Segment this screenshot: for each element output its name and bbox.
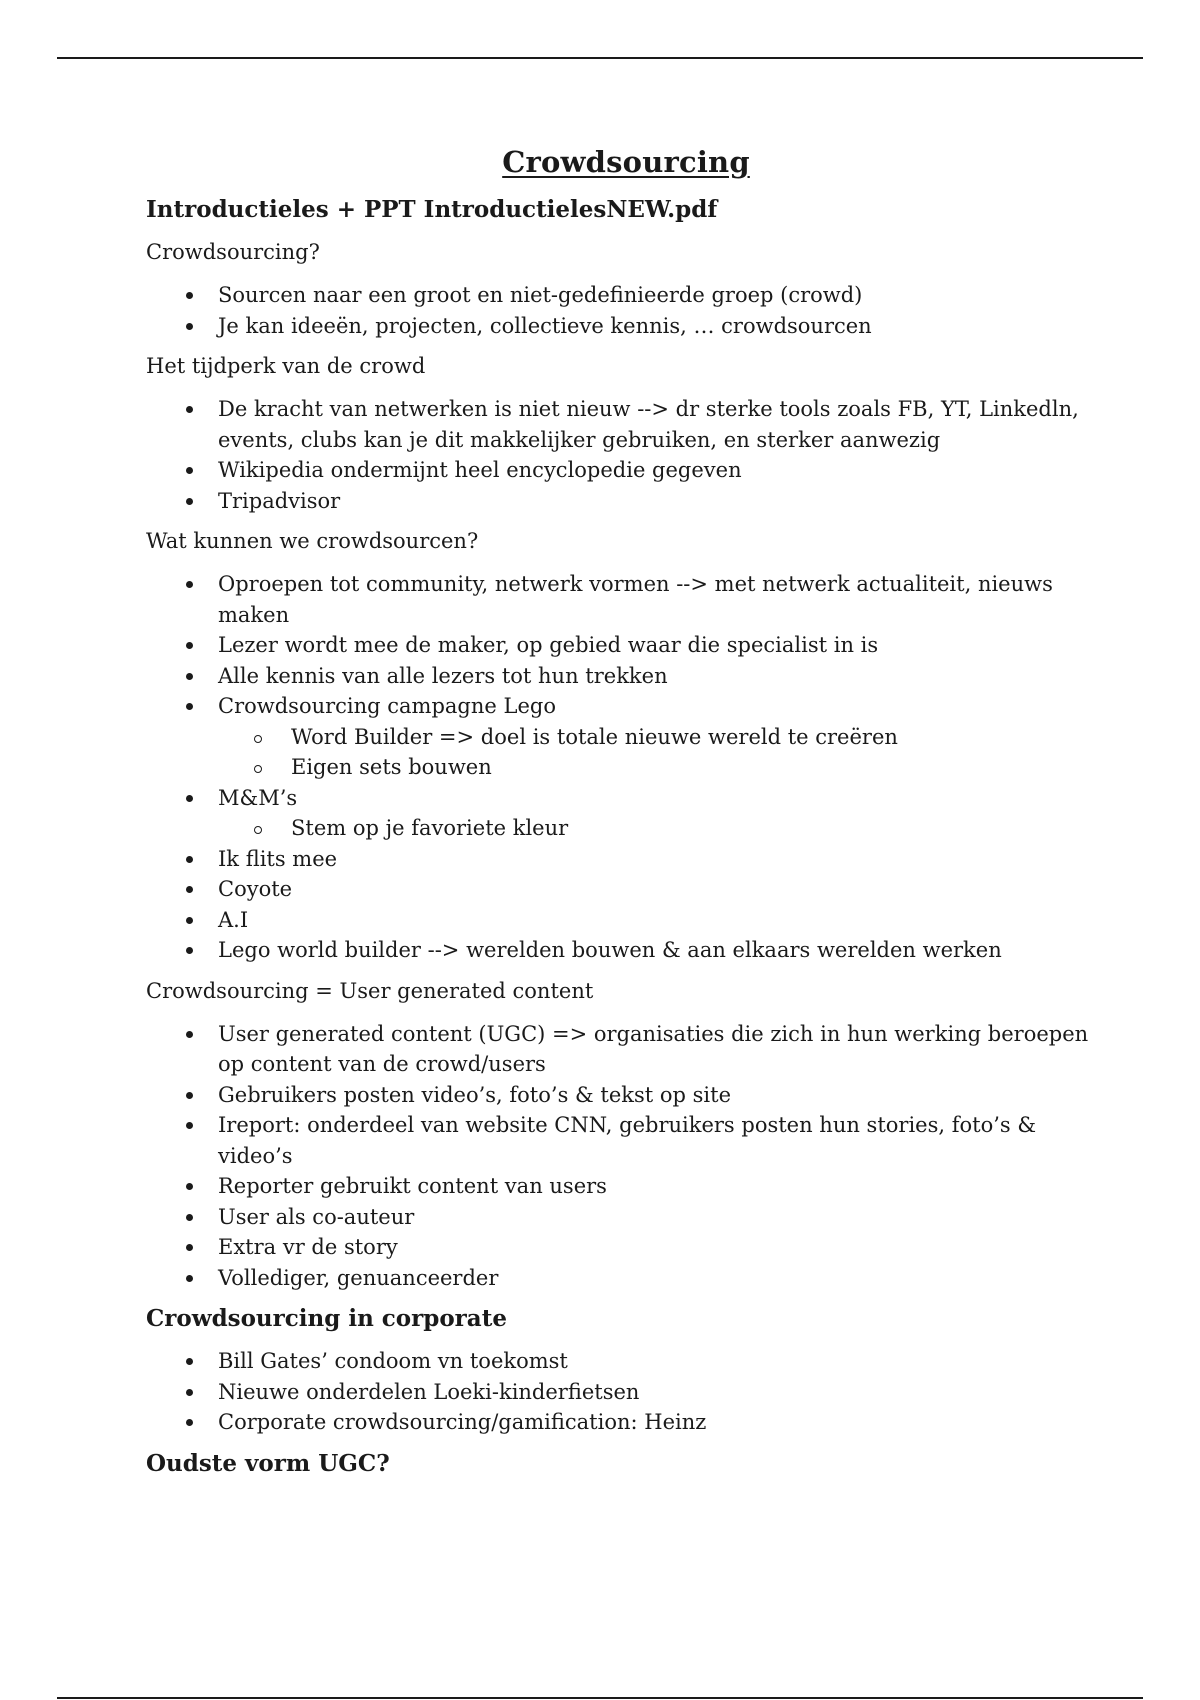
section-heading: Introductieles + PPT IntroductielesNEW.pdf (146, 196, 718, 223)
bullet-text: Tripadvisor (218, 488, 341, 513)
bullet-text: Je kan ideeën, projecten, collectieve kennis, … crowdsourcen (218, 313, 872, 338)
bullet-text: Gebruikers posten video’s, foto’s & tekst op site (218, 1082, 731, 1107)
sub-bullet-item: Eigen sets bouwen (218, 752, 1106, 783)
bullet-list (146, 394, 1106, 516)
bullet-item (146, 661, 1106, 692)
group-label: Crowdsourcing = User generated content (146, 978, 594, 1003)
bullet-list (146, 1019, 1106, 1294)
bullet-item (146, 455, 1106, 486)
sub-bullet-list (218, 813, 1106, 844)
bullet-item (146, 905, 1106, 936)
bullet-text: A.I (218, 907, 249, 932)
bullet-item (146, 935, 1106, 966)
bullet-list (146, 1346, 1106, 1438)
bullet-text: Sourcen naar een groot en niet-gedefinieerde groep (crowd) (218, 283, 863, 307)
bullet-text: Nieuwe onderdelen Loeki-kinderfietsen (218, 1379, 640, 1404)
bullet-text: Wikipedia ondermijnt heel encyclopedie gegeven (218, 458, 742, 482)
bullet-item (146, 630, 1106, 661)
bullet-text: Oproepen tot community, netwerk vormen --> met netwerk actualiteit, nieuws maken (218, 572, 1053, 627)
group-label: Wat kunnen we crowdsourcen? (146, 529, 479, 553)
bullet-item (146, 569, 1106, 630)
bullet-item (146, 844, 1106, 875)
bullet-text: User generated content (UGC) => organisaties die zich in hun werking beroepen op content van de crowd/users (218, 1021, 1089, 1076)
section-heading: Crowdsourcing in corporate (146, 1305, 507, 1332)
sub-bullet-list (218, 722, 1106, 783)
document-title: Crowdsourcing (502, 145, 750, 179)
section-heading: Oudste vorm UGC? (146, 1449, 390, 1477)
bullet-list (146, 280, 1106, 341)
bullet-text: Corporate crowdsourcing/gamification: Heinz (218, 1410, 707, 1434)
bullet-text: Ireport: onderdeel van website CNN, gebruikers posten hun stories, foto’s & video’s (218, 1113, 1037, 1168)
bullet-text: Reporter gebruikt content van users (218, 1174, 607, 1198)
bullet-item (146, 486, 1106, 517)
bullet-item (146, 280, 1106, 311)
sub-bullet-item: Word Builder => doel is totale nieuwe wereld te creëren (218, 722, 1106, 753)
bullet-item (146, 394, 1106, 455)
bullet-item (146, 783, 1106, 844)
bullet-item (146, 1377, 1106, 1408)
bullet-text: De kracht van netwerken is niet nieuw --> dr sterke tools zoals FB, YT, Linkedln, events, clubs kan je dit makkelijker gebruiken, en sterker aanwezig (218, 397, 1079, 452)
bullet-text: M&M’s (218, 785, 298, 810)
group-label: Crowdsourcing? (146, 240, 320, 264)
sub-bullet-item: Stem op je favoriete kleur (218, 813, 1106, 844)
bullet-item (146, 1019, 1106, 1080)
bullet-list (146, 569, 1106, 966)
document-page (146, 142, 1106, 1491)
group-label: Het tijdperk van de crowd (146, 354, 426, 378)
bullet-text: Lego world builder --> werelden bouwen & aan elkaars werelden werken (218, 938, 1002, 962)
bullet-text: Vollediger, genuanceerder (218, 1265, 499, 1290)
header-rule (57, 57, 1143, 59)
bullet-text: Lezer wordt mee de maker, op gebied waar die specialist in is (218, 633, 879, 657)
footer-rule (57, 1697, 1143, 1699)
bullet-text: User als co-auteur (218, 1204, 415, 1229)
bullet-text: Bill Gates’ condoom vn toekomst (218, 1349, 568, 1373)
bullet-text: Ik flits mee (218, 846, 338, 871)
bullet-text: Crowdsourcing campagne Lego (218, 694, 556, 718)
bullet-item (146, 1232, 1106, 1263)
bullet-text: Coyote (218, 877, 293, 901)
bullet-item (146, 1407, 1106, 1438)
bullet-text: Extra vr de story (218, 1235, 398, 1259)
bullet-item (146, 311, 1106, 342)
bullet-item (146, 1263, 1106, 1294)
bullet-item (146, 1346, 1106, 1377)
bullet-item (146, 874, 1106, 905)
bullet-item (146, 1110, 1106, 1171)
bullet-item (146, 1080, 1106, 1111)
document-body (146, 194, 1106, 1479)
bullet-item (146, 1202, 1106, 1233)
bullet-item (146, 691, 1106, 783)
bullet-text: Alle kennis van alle lezers tot hun trekken (218, 663, 668, 688)
bullet-item (146, 1171, 1106, 1202)
